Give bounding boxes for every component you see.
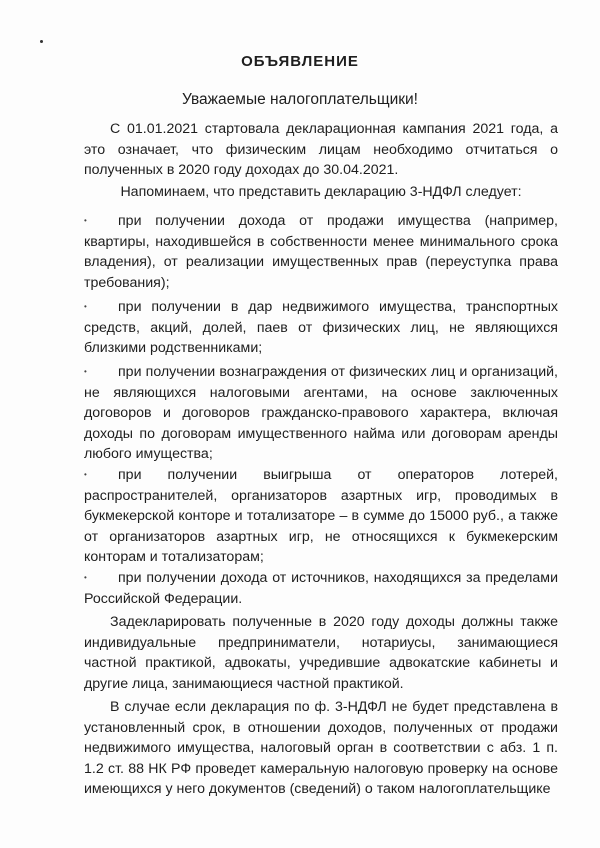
bullet-icon: • bbox=[84, 367, 87, 376]
greeting: Уважаемые налогоплательщики! bbox=[182, 91, 418, 108]
bullet-icon: • bbox=[84, 470, 87, 479]
bullet-item-2 bbox=[84, 297, 558, 359]
reminder-line: Напоминаем, что представить декларацию 3-НДФЛ следует: bbox=[120, 184, 522, 200]
final-paragraph: В случае если декларация по ф. 3-НДФЛ не будет представлена в установленный срок, в отношении доходов, полученных от продажи недвижимого имущества, налоговый орган в соответствии с абз. 1 п. 1.2 ст. 88 НК РФ проведет камеральную налоговую проверку на основе имеющихся у него документов (сведений) о таком налогоплательщике bbox=[84, 699, 558, 797]
bullet-item-1 bbox=[84, 211, 558, 293]
bullet-item-3 bbox=[84, 362, 558, 465]
bullet-icon: • bbox=[84, 573, 87, 582]
bullet-text: при получении выигрыша от операторов лотерей, распространителей, организаторов азартных игр, проводимых в букмекерской конторе и тотализаторе – в сумме до 15000 руб., а также от организаторов азартных игр, не относящихся к букмекерским конторам и тотализаторам; bbox=[84, 467, 558, 565]
bullet-text: при получении в дар недвижимого имущества, транспортных средств, акций, долей, паев от физических лиц, не являющихся близкими родственниками; bbox=[84, 299, 558, 356]
bullet-text: при получении вознаграждения от физических лиц и организаций, не являющихся налоговыми агентами, на основе заключенных договоров и договоров гражданско-правового характера, включая доходы по договорам имущественного найма или договорам аренды любого имущества; bbox=[84, 364, 558, 462]
scan-speck bbox=[40, 40, 43, 43]
intro-paragraph: С 01.01.2021 стартовала декларационная кампания 2021 года, а это означает, что физическим лицам необходимо отчитаться о полученных в 2020 году доходах до 30.04.2021. bbox=[84, 121, 558, 178]
bullet-item-4 bbox=[84, 465, 558, 568]
bullet-text: при получении дохода от продажи имущества (например, квартиры, находившейся в собственности менее минимального срока владения), от реализации имущественных прав (переуступка права требования); bbox=[84, 213, 558, 291]
bullet-text: при получении дохода от источников, находящихся за пределами Российской Федерации. bbox=[84, 570, 558, 607]
bullet-item-5 bbox=[84, 568, 558, 609]
bullet-icon: • bbox=[84, 216, 87, 225]
declare-paragraph: Задекларировать полученные в 2020 году доходы должны также индивидуальные предприниматели, нотариусы, занимающиеся частной практикой, адвокаты, учредившие адвокатские кабинеты и другие лица, занимающиеся частной практикой. bbox=[84, 614, 558, 692]
bullet-icon: • bbox=[84, 302, 87, 311]
document-title: ОБЪЯВЛЕНИЕ bbox=[241, 53, 359, 70]
